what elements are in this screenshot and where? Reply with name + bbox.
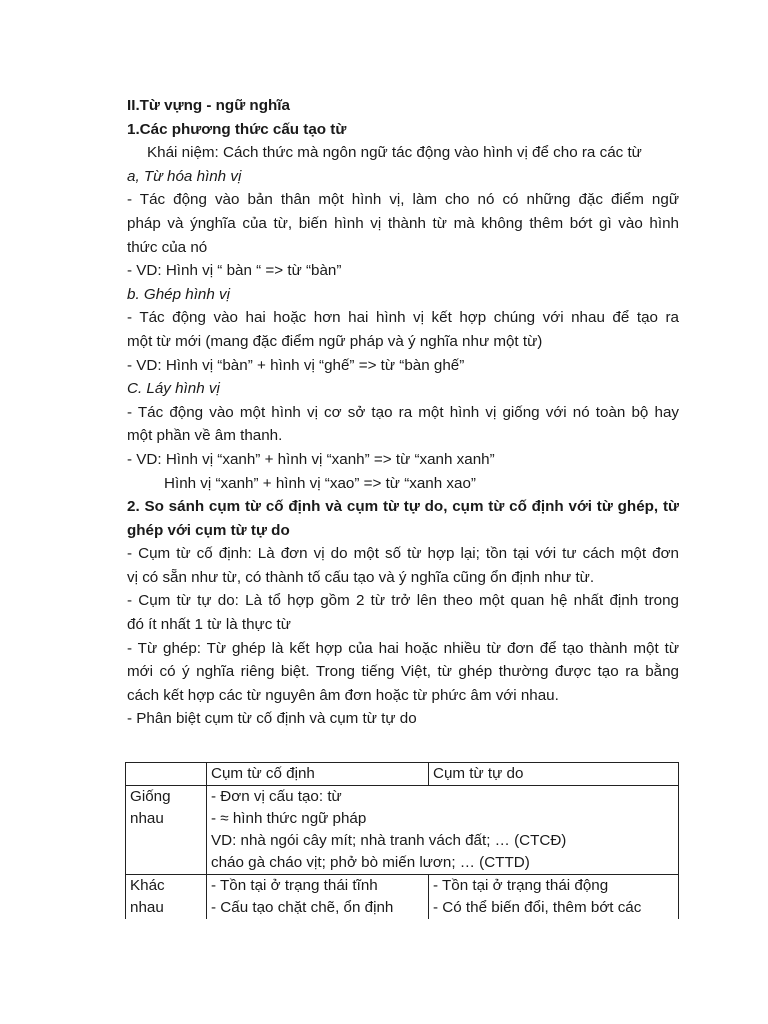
text-line: - Từ ghép: Từ ghép là kết hợp của hai hoặc nhiều từ đơn để tạo thành một từ [127, 639, 679, 657]
text-line: - VD: Hình vị “bàn” + hình vị “ghế” => từ “bàn ghế” [127, 356, 465, 374]
text-line: - VD: Hình vị “xanh” + hình vị “xanh” => từ “xanh xanh” [127, 450, 495, 468]
text-line: - Tác động vào bản thân một hình vị, làm cho nó có những đặc điểm ngữ [127, 191, 679, 209]
same-content-cell [207, 786, 679, 875]
document-body [127, 94, 679, 731]
table-row-same [126, 786, 679, 875]
text-line: - VD: Hình vị “ bàn “ => từ “bàn” [127, 262, 342, 280]
row-label-line: Giống [130, 788, 171, 805]
text-line: - Cụm từ tự do: Là tổ hợp gồm 2 từ trở lên theo một quan hệ nhất định trong [127, 592, 679, 610]
cell-line: - Cấu tạo chặt chẽ, ổn định [211, 899, 394, 916]
fixed-phrase-cell [207, 875, 429, 920]
table-header-cell: Cụm từ tự do [429, 763, 679, 786]
text-line: Hình vị “xanh” + hình vị “xao” => từ “xanh xao” [164, 474, 476, 492]
cell-line: - Tồn tại ở trạng thái động [433, 877, 609, 894]
text-line: II.Từ vựng - ngữ nghĩa [127, 97, 290, 114]
text-line: cách kết hợp các từ nguyên âm đơn hoặc từ phức âm với nhau. [127, 686, 559, 704]
cell-line: - ≈ hình thức ngữ pháp [211, 810, 367, 827]
text-line: b. Ghép hình vị [127, 285, 231, 303]
text-line: 2. So sánh cụm từ cố định và cụm từ tự do, cụm từ cố định với từ ghép, từ [127, 498, 679, 516]
text-line: một từ mới (mang đặc điểm ngữ pháp và ý nghĩa như một từ) [127, 332, 543, 350]
text-line: a, Từ hóa hình vị [127, 167, 242, 185]
row-label-diff [126, 875, 207, 920]
row-label-line: Khác [130, 877, 165, 894]
table-header-cell: Cụm từ cố định [207, 763, 429, 786]
row-label-line: nhau [130, 899, 164, 916]
cell-line: VD: nhà ngói cây mít; nhà tranh vách đất; … (CTCĐ) [211, 832, 567, 849]
text-line: vị có sẵn như từ, có thành tố cấu tạo và ý nghĩa cũng ổn định như từ. [127, 568, 595, 586]
row-label-line: nhau [130, 810, 164, 827]
cell-line: - Có thể biến đổi, thêm bớt các [433, 899, 642, 916]
table-header-cell [126, 763, 207, 786]
comparison-table [125, 762, 679, 919]
text-line: đó ít nhất 1 từ là thực từ [127, 616, 291, 634]
text-line: mới có ý nghĩa riêng biệt. Trong tiếng Việt, từ ghép thường được tạo ra bằng [127, 663, 679, 681]
text-line: - Tác động vào hai hoặc hơn hai hình vị kết hợp chúng với nhau để tạo ra [127, 309, 679, 327]
text-line: ghép với cụm từ tự do [127, 521, 290, 539]
text-line: Khái niệm: Cách thức mà ngôn ngữ tác động vào hình vị để cho ra các từ [147, 144, 642, 162]
text-line: - Cụm từ cố định: Là đơn vị do một số từ hợp lại; tồn tại với tư cách một đơn [127, 545, 679, 563]
text-line: C. Láy hình vị [127, 380, 220, 398]
text-line: một phần về âm thanh. [127, 427, 283, 445]
text-line: thức của nó [127, 238, 208, 256]
cell-line: cháo gà cháo vịt; phở bò miến lươn; … (CTTD) [211, 854, 530, 871]
text-line: 1.Các phương thức cấu tạo từ [127, 120, 347, 138]
free-phrase-cell [429, 875, 679, 920]
table-row-diff [126, 875, 679, 920]
text-line: - Phân biệt cụm từ cố định và cụm từ tự do [127, 710, 417, 728]
text-line: pháp và ýnghĩa của từ, biến hình vị thành từ mà không thêm bớt gì vào hình [127, 214, 679, 232]
text-line: - Tác động vào một hình vị cơ sở tạo ra một hình vị giống với nó toàn bộ hay [127, 403, 679, 421]
cell-line: - Tồn tại ở trạng thái tĩnh [211, 877, 378, 894]
cell-line: - Đơn vị cấu tạo: từ [211, 788, 342, 805]
row-label-same [126, 786, 207, 875]
table-header-row [126, 763, 679, 786]
